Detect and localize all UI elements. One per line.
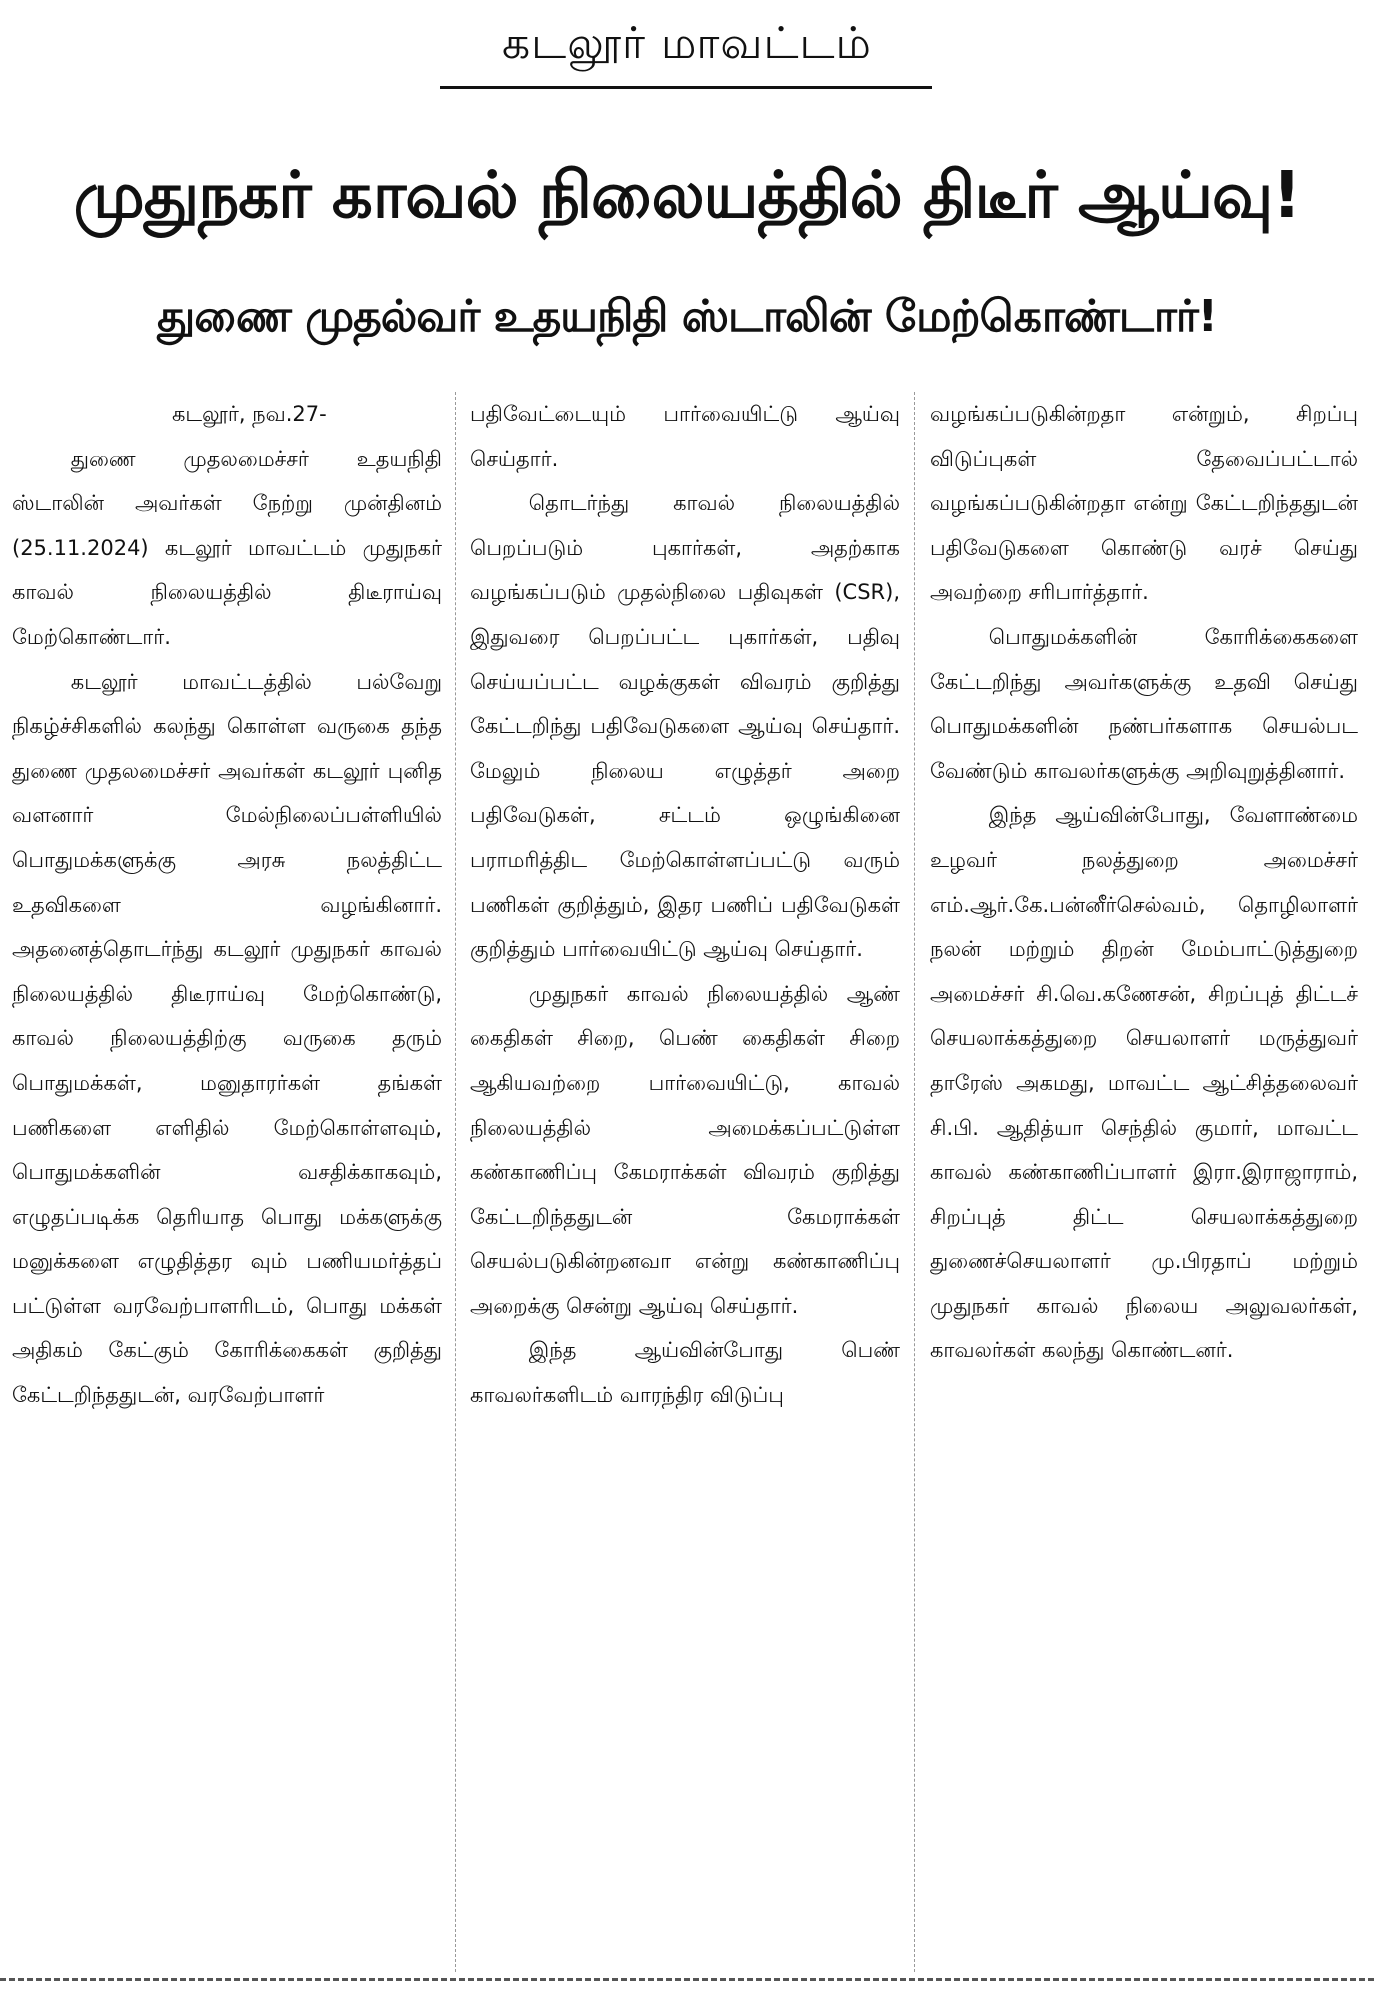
dateline: கடலூர், நவ.27- xyxy=(172,402,327,426)
section-kicker: கடலூர் மாவட்டம் xyxy=(502,18,872,69)
kicker-underline xyxy=(440,86,932,89)
article-column-2 xyxy=(470,392,900,1418)
article-paragraph: இந்த ஆய்வின்போது, வேளாண்மை உழவர் நலத்துறை அமைச்சர் எம்.ஆர்.கே.பன்னீர்செல்வம், தொழிலாளர் நலன் மற்றும் திறன் மேம்பாட்டுத்துறை அமைச்சர் சி.வெ.கணேசன், சிறப்புத் திட்டச் செயலாக்கத்துறை செயலாளர் மருத்துவர் தாரேஸ் அகமது, மாவட்ட ஆட்சித்தலைவர் சி.பி. ஆதித்யா செந்தில் குமார், மாவட்ட காவல் கண்காணிப்பாளர் இரா.இராஜாராம், சிறப்புத் திட்ட செயலாக்கத்துறை துணைச்செயலாளர் மு.பிரதாப் மற்றும் முதுநகர் காவல் நிலைய அலுவலர்கள், காவலர்கள் கலந்து கொண்டனர். xyxy=(930,803,1358,1363)
column-divider xyxy=(455,392,456,1972)
article-paragraph xyxy=(470,1328,900,1417)
article-column-3 xyxy=(930,392,1358,1373)
article-paragraph xyxy=(930,392,1358,615)
article-paragraph: தொடர்ந்து காவல் நிலையத்தில் பெறப்படும் புகார்கள், அதற்காக வழங்கப்படும் முதல்நிலை பதிவுகள் (CSR), இதுவரை பெறப்பட்ட புகார்கள், பதிவு செய்யப்பட்ட வழக்குகள் விவரம் குறித்து கேட்டறிந்து பதிவேடுகளை ஆய்வு செய்தார். மேலும் நிலைய எழுத்தர் அறை பதிவேடுகள், சட்டம் ஒழுங்கினை பராமரித்திட மேற்கொள்ளப்பட்டு வரும் பணிகள் குறித்தும், இதர பணிப் பதிவேடுகள் குறித்தும் பார்வையிட்டு ஆய்வு செய்தார். xyxy=(470,491,900,962)
article-paragraph: துணை முதலமைச்சர் உதயநிதி ஸ்டாலின் அவர்கள் நேற்று முன்தினம் (25.11.2024) கடலூர் மாவட்டம் முதுநகர் காவல் நிலையத்தில் திடீராய்வு மேற்கொண்டார். xyxy=(12,446,442,649)
article-paragraph-continued: பதிவேட்டையும் பார்வையிட்டு ஆய்வு செய்தார். xyxy=(470,402,900,471)
headline: முதுநகர் காவல் நிலையத்தில் திடீர் ஆய்வு! xyxy=(73,159,1301,233)
article-column-1 xyxy=(12,392,442,1418)
article-paragraph-part: வழங்கப்படுகின்றதா என்றும், சிறப்பு விடுப்புகள் தேவைப்பட்டால் வழங்கப்படுகின்றதா என்று கேட்டறிந்ததுடன் பதிவேடுகளை கொண்டு வரச் செய்து அவற்றை சரிபார்த்தார். xyxy=(930,402,1358,605)
article-paragraph-part: இந்த ஆய்வின்போது பெண் காவலர்களிடம் வாரந்திர விடுப்பு xyxy=(470,1338,900,1408)
article-paragraph: முதுநகர் காவல் நிலையத்தில் ஆண் கைதிகள் சிறை, பெண் கைதிகள் சிறை ஆகியவற்றை பார்வையிட்டு, காவல் நிலையத்தில் அமைக்கப்பட்டுள்ள கண்காணிப்பு கேமராக்கள் விவரம் குறித்து கேட்டறிந்ததுடன் கேமராக்கள் செயல்படுகின்றனவா என்று கண்காணிப்பு அறைக்கு சென்று ஆய்வு செய்தார். xyxy=(470,981,900,1318)
subheadline: துணை முதல்வர் உதயநிதி ஸ்டாலின் மேற்கொண்டார்! xyxy=(157,291,1217,342)
column-divider xyxy=(914,392,915,1972)
page-bottom-rule xyxy=(0,1978,1374,1981)
article-paragraph-part: கடலூர் மாவட்டத்தில் பல்வேறு நிகழ்ச்சிகளில் கலந்து கொள்ள வருகை தந்த துணை முதலமைச்சர் அவர்கள் கடலூர் புனித வளனார் மேல்நிலைப்பள்ளியில் பொதுமக்களுக்கு அரசு நலத்திட்ட உதவிகளை வழங்கினார். அதனைத்தொடர்ந்து கடலூர் முதுநகர் காவல் நிலையத்தில் திடீராய்வு மேற்கொண்டு, காவல் நிலையத்திற்கு வருகை தரும் பொதுமக்கள், மனுதாரர்கள் தங்கள் பணிகளை எளிதில் மேற்கொள்ளவும், பொதுமக்களின் வசதிக்காகவும், எழுதப்படிக்க தெரியாத பொது மக்களுக்கு மனுக்களை எழுதித்தர வும் பணியமர்த்தப் பட்டுள்ள வரவேற்பாளரிடம், பொது மக்கள் அதிகம் கேட்கும் கோரிக்கைகள் குறித்து கேட்டறிந்ததுடன், வரவேற்பாளர் xyxy=(12,669,442,1408)
article-paragraph: பொதுமக்களின் கோரிக்கைகளை கேட்டறிந்து அவர்களுக்கு உதவி செய்து பொதுமக்களின் நண்பர்களாக செயல்பட வேண்டும் காவலர்களுக்கு அறிவுறுத்தினார். xyxy=(930,624,1358,783)
article-paragraph xyxy=(12,660,442,1418)
